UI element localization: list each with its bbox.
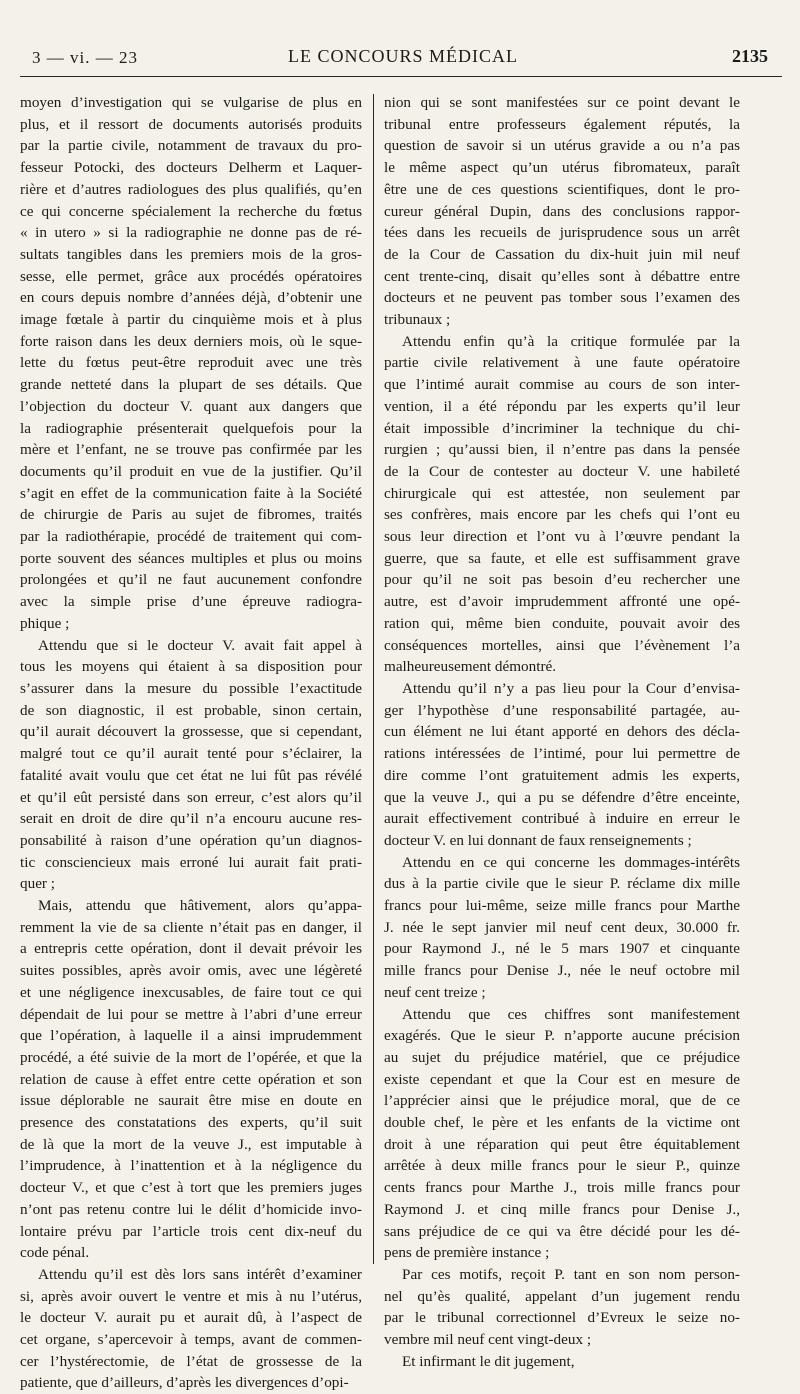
text-line: exagérés. Que le sieur P. n’apporte aucune précision bbox=[384, 1027, 740, 1045]
text-line: tic consciencieux mais erroné lui aurait fait prati- bbox=[20, 853, 362, 871]
text-line: porte souvent des séances multiples et plus ou moins bbox=[20, 549, 362, 567]
text-line: cet organe, s’apercevoir à temps, avant de commen- bbox=[20, 1331, 362, 1349]
text-line: n’ont pas retenu contre lui le délit d’homicide invo- bbox=[20, 1200, 362, 1218]
text-line: de la Cour de contester au docteur V. une habileté bbox=[384, 462, 740, 480]
text-line: ce qui concerne spécialement la recherche du fœtus bbox=[20, 202, 362, 220]
text-line: documents qu’il produit en vue de la justifier. Qu’il bbox=[20, 462, 362, 480]
text-line: phique ; bbox=[20, 614, 70, 632]
text-line: l’imprudence, à l’inattention et à la négligence du bbox=[20, 1157, 362, 1175]
text-line: qu’il aurait découvert la grossesse, que si cependant, bbox=[20, 723, 362, 741]
text-line: et une négligence inexcusables, de faire tout ce qui bbox=[20, 983, 362, 1001]
text-line: sous leur direction et l’ont vu à l’œuvre pendant la bbox=[384, 528, 740, 546]
text-line: moyen d’investigation qui se vulgarise de plus en bbox=[20, 94, 362, 111]
text-line: quer ; bbox=[20, 875, 56, 893]
text-line: avec la simple prise d’une épreuve radiogra- bbox=[20, 593, 362, 611]
text-line: Attendu qu’il est dès lors sans intérêt d’examiner bbox=[38, 1265, 362, 1283]
text-line: le docteur V. aurait pu et aurait dû, à l’aspect de bbox=[20, 1309, 362, 1327]
column-divider bbox=[373, 94, 374, 1264]
text-line: pour Raymond J., né le 5 mars 1907 et cinquante bbox=[384, 940, 740, 958]
text-line: relation de cause à effet entre cette opération et son bbox=[20, 1070, 362, 1088]
text-line: par la radiothérapie, procédé de traitement qui com- bbox=[20, 528, 362, 546]
text-line: s’agit en effet de la communication faite à la Société bbox=[20, 484, 362, 502]
text-line: pour qu’il ne soit pas besoin d’eu rechercher une bbox=[384, 571, 740, 589]
text-line: docteur V. en lui donnant de faux renseignements ; bbox=[384, 831, 692, 849]
text-line: rations intéressées de l’intimé, pour lui permettre de bbox=[384, 745, 740, 763]
text-line: Raymond J. et cinq mille francs pour Denise J., bbox=[384, 1200, 740, 1218]
text-line: sans préjudice de ce qui va être décidé pour les dé- bbox=[384, 1222, 740, 1240]
page-number: 2135 bbox=[732, 46, 768, 66]
text-line: issue déplorable ne saurait être mise en doute en bbox=[20, 1092, 362, 1110]
text-line: existe cependant et que la Cour est en mesure de bbox=[384, 1070, 740, 1088]
text-line: a entrepris cette opération, dont il devait prévoir les bbox=[20, 940, 362, 958]
text-line: de la Cour de Cassation du dix-huit juin mil neuf bbox=[384, 245, 740, 263]
text-line: arrêtée à deux mille francs pour le sieur P., quinze bbox=[384, 1157, 740, 1175]
text-line: cents francs pour Marthe J., trois mille francs pour bbox=[384, 1179, 740, 1197]
text-line: Mais, attendu que hâtivement, alors qu’appa- bbox=[38, 897, 362, 915]
text-line: Et infirmant le dit jugement, bbox=[402, 1352, 575, 1370]
text-line: par la partie civile, notamment de travaux du pro- bbox=[20, 137, 362, 155]
text-line: neuf cent treize ; bbox=[384, 983, 486, 1001]
text-line: Par ces motifs, reçoit P. tant en son nom person- bbox=[402, 1265, 740, 1283]
text-line: Attendu que si le docteur V. avait fait appel à bbox=[38, 636, 362, 654]
text-line: procédé, a été suivie de la mort de l’opérée, et que la bbox=[20, 1048, 362, 1066]
text-line: ses confrères, mais encore par les chefs qui l’ont eu bbox=[384, 506, 740, 524]
text-line: si, après avoir ouvert le ventre et mis à nu l’utérus, bbox=[20, 1287, 362, 1305]
text-line: grande netteté dans la plupart de ses détails. Que bbox=[20, 376, 362, 394]
text-line: lette du fœtus peut-être reproduit avec une très bbox=[20, 354, 362, 372]
text-line: était impossible d’incriminer la technique du chi- bbox=[384, 419, 740, 437]
text-line: cureur général Dupin, dans des conclusions rappor- bbox=[384, 202, 740, 220]
issue-date: 3 — vi. — 23 bbox=[32, 48, 138, 67]
text-line: patiente, que d’ailleurs, d’après les divergences d’opi- bbox=[20, 1374, 349, 1392]
text-line: dire comme l’ont gratuitement admis les experts, bbox=[384, 766, 740, 784]
text-line: tribunal entre professeurs également réputés, la bbox=[384, 115, 740, 133]
text-line: docteurs et ne peuvent pas tomber sous l’examen des bbox=[384, 289, 740, 307]
text-line: serait en droit de dire qu’il n’a encouru aucune res- bbox=[20, 810, 362, 828]
text-line: presence des constatations des experts, qu’il suit bbox=[20, 1114, 362, 1132]
text-line: Attendu que ces chiffres sont manifestement bbox=[402, 1005, 740, 1023]
text-line: « in utero » si la radiographie ne donne pas de ré- bbox=[20, 224, 362, 242]
text-line: cer l’hystérectomie, de l’état de grossesse de la bbox=[20, 1352, 362, 1370]
text-line: J. née le sept janvier mil neuf cent deux, 30.000 fr. bbox=[384, 918, 740, 936]
text-line: ponsabilité à raison d’une opération qu’un diagnos- bbox=[20, 831, 362, 849]
text-line: partie civile relativement à une faute opératoire bbox=[384, 354, 740, 372]
running-header bbox=[24, 42, 782, 74]
text-line: que l’intimé aurait commise au cours de son inter- bbox=[384, 376, 740, 394]
right-column bbox=[384, 92, 740, 1372]
journal-title: LE CONCOURS MÉDICAL bbox=[287, 46, 518, 66]
text-line: tous les moyens qui étaient à sa disposition pour bbox=[20, 658, 362, 676]
text-line: code pénal. bbox=[20, 1244, 90, 1262]
text-line: par le tribunal correctionnel d’Evreux le seize no- bbox=[384, 1309, 740, 1327]
text-line: de là que la mort de la veuve J., est imputable à bbox=[20, 1135, 362, 1153]
text-line: droit à une réparation qui peut être équitablement bbox=[384, 1135, 740, 1153]
text-line: malgré tout ce qu’il aurait tenté pour s’éclairer, la bbox=[20, 745, 362, 763]
text-line: chirurgicale qui est attestée, non seulement par bbox=[384, 484, 740, 502]
text-line: malheureusement démontré. bbox=[384, 658, 557, 676]
text-line: remment la vie de sa cliente n’était pas en danger, il bbox=[20, 918, 362, 936]
text-line: rurgien ; qu’aussi bien, il n’entre pas dans la pensée bbox=[384, 441, 740, 459]
text-line: ration qui, même bien conduite, pouvait avoir des bbox=[384, 614, 740, 632]
text-line: l’apprécier ainsi que le préjudice moral, que de ce bbox=[384, 1092, 740, 1110]
text-line: la radiographie présenterait quelquefois pour la bbox=[20, 419, 362, 437]
text-line: pens de première instance ; bbox=[384, 1244, 550, 1262]
text-line: dépendait de lui pour se mettre à l’abri d’une erreur bbox=[20, 1005, 362, 1023]
text-line: le même aspect qu’un utérus fibromateux, paraît bbox=[384, 159, 740, 177]
text-line: Attendu enfin qu’à la critique formulée par la bbox=[402, 332, 740, 350]
text-line: dus à la partie civile que le sieur P. réclame dix mille bbox=[384, 875, 740, 893]
text-line: sesse, elle permet, grâce aux procédés opératoires bbox=[20, 267, 362, 285]
text-line: fesseur Potocki, des docteurs Delherm et Laquer- bbox=[20, 159, 362, 177]
text-line: vembre mil neuf cent vingt-deux ; bbox=[384, 1331, 592, 1349]
text-line: de chirurgie de Paris au sujet de fibromes, traités bbox=[20, 506, 362, 524]
text-line: lontaire prévu par l’article trois cent dix-neuf du bbox=[20, 1222, 362, 1240]
text-line: l’objection du docteur V. quant aux dangers que bbox=[20, 397, 362, 415]
text-line: conséquences mortelles, ainsi que l’évènement l’a bbox=[384, 636, 740, 654]
text-line: prolongées et qu’il ne faut aucunement confondre bbox=[20, 571, 362, 589]
header-rule bbox=[20, 76, 782, 77]
text-line: vention, il a été répondu par les experts qu’il leur bbox=[384, 397, 740, 415]
text-line: et qu’il eût persisté dans son erreur, c’est alors qu’il bbox=[20, 788, 362, 806]
text-line: de son diagnostic, il est probable, sinon certain, bbox=[20, 701, 362, 719]
text-line: s’assurer dans la mesure du possible l’exactitude bbox=[20, 679, 362, 697]
text-line: être une de ces questions scientifiques, dont le pro- bbox=[384, 180, 740, 198]
text-line: que la veuve J., qui a pu se défendre d’être enceinte, bbox=[384, 788, 740, 806]
text-line: question de savoir si un utérus gravide a ou n’a pas bbox=[384, 137, 740, 155]
text-line: plus, et il ressort de documents autorisés produits bbox=[20, 115, 362, 133]
text-line: rière et d’autres radiologues des plus qualifiés, qu’en bbox=[20, 180, 362, 198]
text-line: docteur V., et que c’est à tort que les premiers juges bbox=[20, 1179, 362, 1197]
text-line: au sujet du préjudice matériel, que ce préjudice bbox=[384, 1048, 740, 1066]
text-line: francs pour lui-même, seize mille francs pour Marthe bbox=[384, 897, 740, 915]
text-line: nel qu’ès qualité, appelant d’un jugement rendu bbox=[384, 1287, 740, 1305]
text-line: Attendu qu’il n’y a pas lieu pour la Cour d’envisa- bbox=[402, 679, 740, 697]
text-line: ger l’hypothèse d’une responsabilité partagée, au- bbox=[384, 701, 740, 719]
text-line: aurait effectivement contribué à induire en erreur le bbox=[384, 810, 740, 828]
text-line: que l’opération, à laquelle il a ainsi imprudemment bbox=[20, 1027, 362, 1045]
text-line: sultats tangibles dans les premiers mois de la gros- bbox=[20, 245, 362, 263]
text-line: Attendu en ce qui concerne les dommages-intérêts bbox=[402, 853, 740, 871]
text-line: cent trente-cinq, disait qu’elles sont à débattre entre bbox=[384, 267, 740, 285]
text-line: en cours depuis nombre d’années déjà, d’obtenir une bbox=[20, 289, 362, 307]
text-line: guerre, que sa faute, et elle est suffisamment grave bbox=[384, 549, 740, 567]
text-line: tribunaux ; bbox=[384, 311, 451, 329]
text-line: mille francs pour Denise J., née le neuf octobre mil bbox=[384, 962, 740, 980]
text-line: suites possibles, après avoir omis, avec une légèreté bbox=[20, 962, 362, 980]
text-line: double chef, le père et les enfants de la victime ont bbox=[384, 1114, 740, 1132]
text-line: mère et l’enfant, ne se trouve pas confirmée par les bbox=[20, 441, 362, 459]
text-line: image fœtale à partir du cinquième mois et à plus bbox=[20, 311, 362, 329]
text-line: autre, est d’avoir imprudemment affronté une opé- bbox=[384, 593, 740, 611]
text-line: nion qui se sont manifestées sur ce point devant le bbox=[384, 94, 740, 111]
text-line: forte raison dans les deux derniers mois, où le sque- bbox=[20, 332, 362, 350]
left-column bbox=[20, 92, 362, 1394]
text-line: fatalité avait voulu que cet état ne lui fût pas révélé bbox=[20, 766, 362, 784]
text-line: cun élément ne lui étant apporté en dehors des décla- bbox=[384, 723, 740, 741]
text-line: tées dans les recueils de jurisprudence sous un arrêt bbox=[384, 224, 740, 242]
